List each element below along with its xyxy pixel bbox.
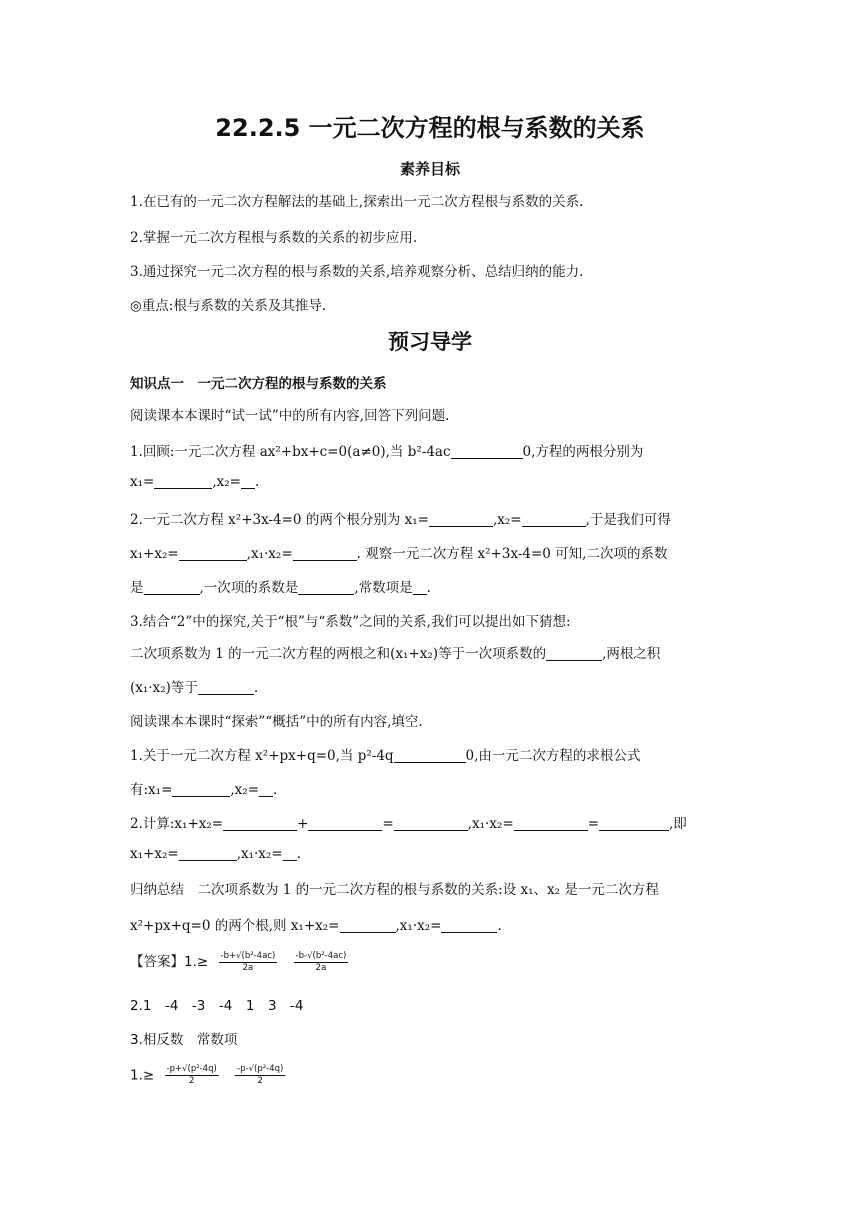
- answer-blank[interactable]: [441, 918, 497, 933]
- part2-question-2-line-2: [130, 846, 730, 862]
- summary-line-2: [130, 914, 730, 934]
- fraction: [294, 951, 349, 974]
- question-1-text: 1.回顾:一元二次方程 ax²+bx+c=0(a≠0),当 b²-4ac: [130, 444, 451, 460]
- answer-blank[interactable]: [340, 918, 396, 933]
- answer-line-2: 2.1 -4 -3 -4 1 3 -4: [130, 998, 304, 1014]
- answer-blank[interactable]: [154, 474, 212, 489]
- answer-blank[interactable]: [298, 580, 354, 595]
- answer-blank[interactable]: [546, 646, 602, 661]
- page-title: 22.2.5 一元二次方程的根与系数的关系: [215, 114, 645, 142]
- text: ,x₁·x₂=: [467, 816, 514, 832]
- answer-line-4: [130, 1064, 730, 1087]
- text: 是: [130, 580, 144, 596]
- x1-label: x₁=: [130, 474, 155, 490]
- period: .: [254, 474, 260, 490]
- answer-line-3: 3.相反数 常数项: [130, 1032, 238, 1048]
- answer-blank[interactable]: [394, 816, 468, 831]
- answer-blank[interactable]: [429, 512, 493, 527]
- summary-line-1: 归纳总结 二次项系数为 1 的一元二次方程的根与系数的关系:设 x₁、x₂ 是一元二次方程: [130, 882, 659, 898]
- fraction: [219, 951, 278, 974]
- text: ,两根之积: [602, 646, 661, 662]
- question-2-line-1: [130, 508, 730, 528]
- fraction-numerator: -b+√(b²-4ac): [220, 950, 276, 961]
- answer-blank[interactable]: [451, 444, 523, 459]
- sum-label: x₁+x₂=: [130, 546, 179, 562]
- answer-blank[interactable]: [144, 580, 200, 595]
- answer-label: 【答案】1.≥: [130, 954, 209, 970]
- preview-heading: 预习导学: [388, 330, 472, 354]
- reading-instruction-2: 阅读课本本课时“探索”“概括”中的所有内容,填空.: [130, 714, 423, 730]
- text: 2.计算:x₁+x₂=: [130, 816, 224, 832]
- text: ,一次项的系数是: [199, 580, 299, 596]
- text: 1.关于一元二次方程 x²+px+q=0,当 p²-4q: [130, 748, 394, 764]
- period: .: [426, 580, 431, 596]
- text: x²+px+q=0 的两个根,则 x₁+x₂=: [130, 918, 340, 934]
- period: .: [296, 846, 301, 862]
- answer-blank[interactable]: [293, 546, 357, 561]
- text: 二次项系数为 1 的一元二次方程的两根之和(x₁+x₂)等于一次项系数的: [130, 646, 547, 662]
- question-3-line-2: [130, 642, 730, 662]
- question-1-text-b: 0,方程的两根分别为: [522, 444, 644, 460]
- fraction-denominator: 2a: [315, 962, 327, 973]
- knowledge-point-title: 知识点一 一元二次方程的根与系数的关系: [130, 376, 387, 392]
- question-3-line-3: [130, 676, 730, 696]
- period: .: [273, 782, 278, 798]
- answer-line-1: [130, 950, 730, 974]
- answer-blank[interactable]: [283, 846, 297, 861]
- question-1-line-2: [130, 474, 730, 490]
- text: =: [382, 816, 394, 832]
- answer-blank[interactable]: [179, 846, 237, 861]
- text: 0,由一元二次方程的求根公式: [465, 748, 641, 764]
- key-point: ◎重点:根与系数的关系及其推导.: [130, 298, 327, 314]
- answer-blank[interactable]: [514, 816, 588, 831]
- text: ,x₁·x₂=: [236, 846, 283, 862]
- text: ,x₁·x₂=: [395, 918, 442, 934]
- answer-blank[interactable]: [394, 748, 466, 763]
- period: .: [497, 918, 502, 934]
- question-2-observe: . 观察一元二次方程 x²+3x-4=0 可知,二次项的系数: [356, 546, 668, 562]
- answer-blank[interactable]: [179, 546, 247, 561]
- part2-question-1-line-2: [130, 778, 730, 798]
- fraction-denominator: 2a: [242, 962, 254, 973]
- text: +: [297, 816, 309, 832]
- answer-blank[interactable]: [522, 512, 586, 527]
- question-2-line-3: [130, 576, 730, 596]
- x2-label: ,x₂=: [492, 512, 522, 528]
- fraction-numerator: -p-√(p²-4q): [237, 1064, 284, 1074]
- fraction-denominator: 2: [257, 1076, 263, 1086]
- goal-1: 1.在已有的一元二次方程解法的基础上,探索出一元二次方程根与系数的关系.: [130, 194, 584, 210]
- answer-blank[interactable]: [599, 816, 669, 831]
- answer-blank[interactable]: [308, 816, 382, 831]
- goal-3: 3.通过探究一元二次方程的根与系数的关系,培养观察分析、总结归纳的能力.: [130, 264, 584, 280]
- fraction-numerator: -p+√(p²-4q): [166, 1064, 217, 1074]
- answer-blank[interactable]: [259, 782, 273, 797]
- fraction-numerator: -b-√(b²-4ac): [295, 950, 347, 961]
- fraction: [235, 1064, 285, 1087]
- answer-blank[interactable]: [198, 680, 254, 695]
- reading-instruction-1: 阅读课本本课时“试一试”中的所有内容,回答下列问题.: [130, 408, 450, 424]
- question-2-line-2: [130, 542, 730, 562]
- x2-label: ,x₂=: [212, 474, 241, 490]
- goal-2: 2.掌握一元二次方程根与系数的关系的初步应用.: [130, 230, 418, 246]
- fraction-denominator: 2: [188, 1076, 195, 1086]
- part2-question-1-line-1: [130, 744, 730, 764]
- answer-prefix: 1.≥: [130, 1067, 155, 1084]
- fraction: [165, 1064, 219, 1087]
- answer-blank[interactable]: [223, 816, 297, 831]
- period: .: [253, 680, 259, 696]
- part2-question-2-line-1: [130, 812, 730, 832]
- text: 有:x₁=: [130, 782, 173, 798]
- text: ,即: [669, 816, 687, 832]
- text: ,常数项是: [354, 580, 413, 596]
- text: x₁+x₂=: [130, 846, 179, 862]
- answer-blank[interactable]: [241, 474, 255, 489]
- section-subtitle: 素养目标: [399, 160, 460, 178]
- question-3-line-1: 3.结合“2”中的探究,关于“根”与“系数”之间的关系,我们可以提出如下猜想:: [130, 614, 571, 630]
- question-2-text-c: ,于是我们可得: [585, 512, 671, 528]
- answer-blank[interactable]: [413, 580, 427, 595]
- text: =: [587, 816, 599, 832]
- question-2-text: 2.一元二次方程 x²+3x-4=0 的两个根分别为 x₁=: [130, 512, 429, 528]
- text: ,x₂=: [230, 782, 260, 798]
- product-label: ,x₁·x₂=: [246, 546, 293, 562]
- question-1-line-1: [130, 440, 730, 460]
- text: (x₁·x₂)等于: [130, 680, 198, 696]
- answer-blank[interactable]: [172, 782, 230, 797]
